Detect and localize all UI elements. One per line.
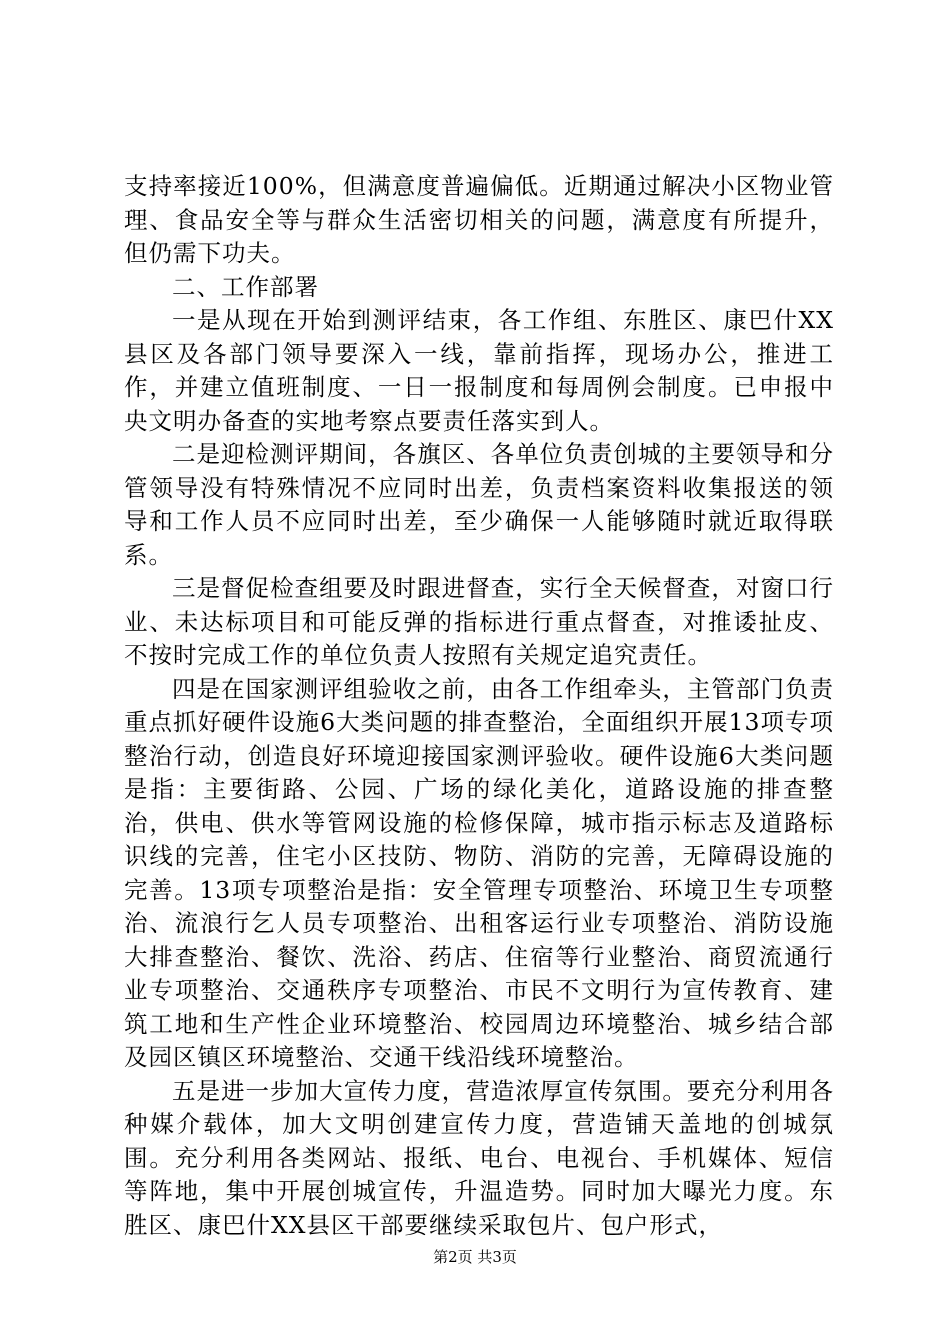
paragraph-continuation: 支持率接近100%，但满意度普遍偏低。近期通过解决小区物业管理、食品安全等与群众生活密切相关的问题，满意度有所提升，但仍需下功夫。 (124, 172, 834, 267)
paragraph-item-1: 一是从现在开始到测评结束，各工作组、东胜区、康巴什XX县区及各部门领导要深入一线，靠前指挥，现场办公，推进工作，并建立值班制度、一日一报制度和每周例会制度。已申报中央文明办备查的实地考察点要责任落实到人。 (124, 306, 834, 435)
section-heading: 二、工作部署 (172, 272, 319, 301)
paragraph-item-4: 四是在国家测评组验收之前，由各工作组牵头，主管部门负责重点抓好硬件设施6大类问题的排查整治，全面组织开展13项专项整治行动，创造良好环境迎接国家测评验收。硬件设施6大类问题是指：主要街路、公园、广场的绿化美化，道路设施的排查整治，供电、供水等管网设施的检修保障，城市指示标志及道路标识线的完善，住宅小区技防、物防、消防的完善，无障碍设施的完善。13项专项整治是指：安全管理专项整治、环境卫生专项整治、流浪行乞人员专项整治、出租客运行业专项整治、消防设施大排查整治、餐饮、洗浴、药店、住宿等行业整治、商贸流通行业专项整治、交通秩序专项整治、市民不文明行为宣传教育、建筑工地和生产性企业环境整治、校园周边环境整治、城乡结合部及园区镇区环境整治、交通干线沿线环境整治。 (124, 674, 834, 1071)
document-body (124, 170, 834, 1242)
paragraph-item-2: 二是迎检测评期间，各旗区、各单位负责创城的主要领导和分管领导没有特殊情况不应同时出差，负责档案资料收集报送的领导和工作人员不应同时出差，至少确保一人能够随时就近取得联系。 (124, 440, 834, 569)
page-footer: 第2页 共3页 (433, 1248, 517, 1266)
paragraph-item-5: 五是进一步加大宣传力度，营造浓厚宣传氛围。要充分利用各种媒介载体，加大文明创建宣传力度，营造铺天盖地的创城氛围。充分利用各类网站、报纸、电台、电视台、手机媒体、短信等阵地，集中开展创城宣传，升温造势。同时加大曝光力度。东胜区、康巴什XX县区干部要继续采取包片、包户形式， (124, 1076, 834, 1239)
paragraph-item-3: 三是督促检查组要及时跟进督查，实行全天候督查，对窗口行业、未达标项目和可能反弹的指标进行重点督查，对推诿扯皮、不按时完成工作的单位负责人按照有关规定追究责任。 (124, 574, 834, 669)
